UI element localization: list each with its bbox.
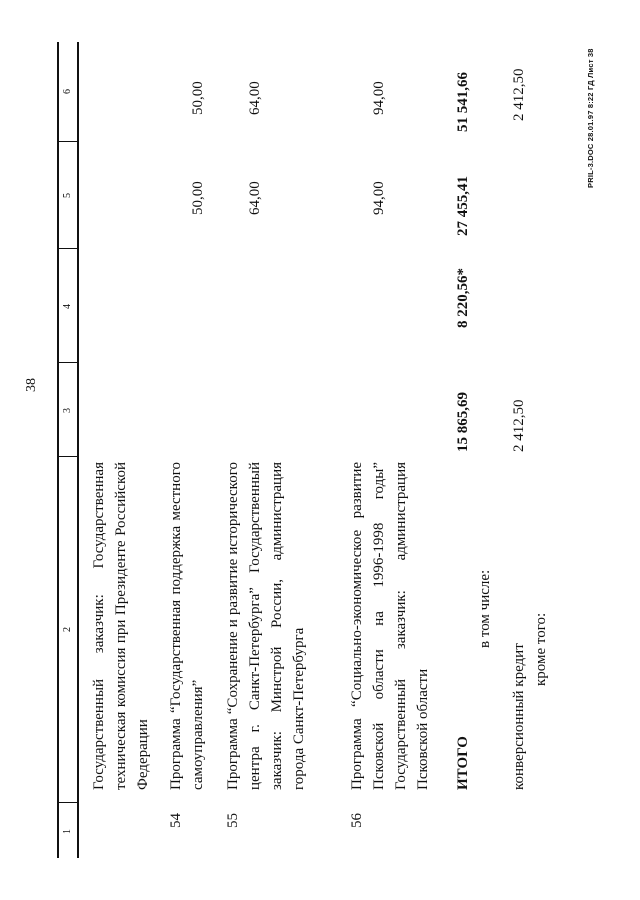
column-header-6: 6 bbox=[62, 89, 73, 94]
header-divider bbox=[57, 248, 78, 249]
including-label: в том числе: bbox=[477, 569, 493, 648]
conversion-label: конверсионный кредит bbox=[511, 643, 527, 790]
header-divider bbox=[57, 362, 78, 363]
total-col6: 51 541,66 bbox=[455, 72, 471, 132]
row-value-col6: 94,00 bbox=[371, 81, 387, 115]
header-top-rule bbox=[57, 42, 59, 858]
column-header-1: 1 bbox=[62, 829, 73, 834]
row-number: 54 bbox=[168, 813, 184, 828]
column-header-2: 2 bbox=[62, 627, 73, 632]
row-description: Программа “Социально-экономическое развитие Псковской области на 1996-1998 годы” Государственный заказчик: администрация Псковской области bbox=[349, 462, 431, 790]
besides-label: кроме того: bbox=[533, 612, 549, 686]
column-header-3: 3 bbox=[62, 408, 73, 413]
header-divider bbox=[57, 456, 78, 457]
footer-code: PRIL-3.DOC 28.01.97 8:22 ГД Лист 38 bbox=[586, 48, 595, 188]
header-divider bbox=[57, 141, 78, 142]
row-value-col6: 64,00 bbox=[247, 81, 263, 115]
row-description: Программа “Государственная поддержка местного самоуправления” bbox=[168, 462, 206, 790]
row-value-col5: 50,00 bbox=[190, 181, 206, 215]
conversion-col3: 2 412,50 bbox=[511, 399, 527, 452]
row-description: Программа “Сохранение и развитие исторического центра г. Санкт-Петербурга” Государственный заказчик: Минстрой России, администрация города Санкт-Петербурга bbox=[225, 462, 307, 790]
header-divider bbox=[57, 802, 78, 803]
row-value-col5: 64,00 bbox=[247, 181, 263, 215]
column-header-5: 5 bbox=[62, 193, 73, 198]
row-description: Государственный заказчик: Государственная техническая комиссия при Президенте Российской Федерации bbox=[91, 462, 151, 790]
row-number: 55 bbox=[225, 813, 241, 828]
row-value-col5: 94,00 bbox=[371, 181, 387, 215]
page-number: 38 bbox=[24, 378, 39, 392]
row-value-col6: 50,00 bbox=[190, 81, 206, 115]
row-number: 56 bbox=[349, 813, 365, 828]
conversion-col6: 2 412,50 bbox=[511, 68, 527, 121]
header-bottom-rule bbox=[77, 42, 79, 858]
total-label: ИТОГО bbox=[455, 736, 471, 790]
total-col5: 27 455,41 bbox=[455, 176, 471, 236]
column-header-4: 4 bbox=[62, 304, 73, 309]
total-col4: 8 220,56* bbox=[455, 268, 471, 328]
total-col3: 15 865,69 bbox=[455, 392, 471, 452]
